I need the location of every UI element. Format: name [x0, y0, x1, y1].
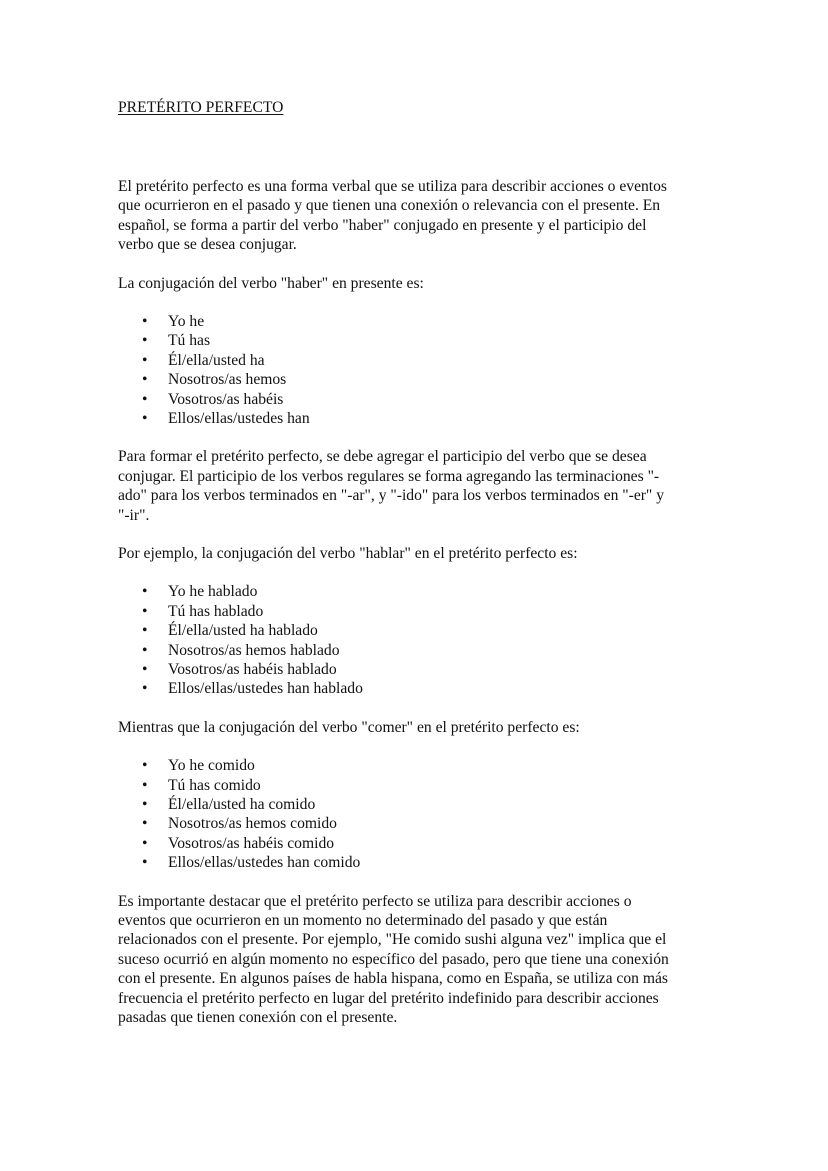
bullet-icon: • [142, 834, 148, 852]
conclusion-line: relacionados con el presente. Por ejemplo, "He comido sushi alguna vez" implica que el [118, 931, 667, 949]
list-item-text: Ellos/ellas/ustedes han hablado [168, 680, 363, 698]
list-item-text: Yo he [168, 313, 205, 331]
spacer [118, 873, 718, 892]
bullet-icon: • [142, 641, 148, 659]
intro-line: que ocurrieron en el pasado y que tienen una conexión o relevancia con el presente. En [118, 197, 661, 215]
document-title: PRETÉRITO PERFECTO [118, 99, 284, 116]
bullet-icon: • [142, 795, 148, 813]
haber-list [118, 312, 718, 428]
bullet-icon: • [142, 757, 148, 775]
conclusion-paragraph [118, 892, 718, 1028]
participio-line: "-ir". [118, 506, 150, 524]
list-item-text: Tú has hablado [168, 602, 264, 620]
intro-line: El pretérito perfecto es una forma verbal que se utiliza para describir acciones o eventos [118, 178, 668, 195]
conclusion-line: frecuencia el pretérito perfecto en lugar del pretérito indefinido para describir acciones [118, 989, 659, 1007]
list-item [118, 582, 718, 601]
bullet-icon: • [142, 583, 148, 601]
participio-line: Para formar el pretérito perfecto, se debe agregar el participio del verbo que se desea [118, 448, 647, 466]
spacer [118, 737, 718, 756]
list-item [118, 776, 718, 795]
list-item-text: Nosotros/as hemos comido [168, 815, 337, 833]
list-item [118, 660, 718, 679]
list-item-text: Él/ella/usted ha [168, 351, 265, 369]
bullet-icon: • [142, 332, 148, 350]
list-item [118, 331, 718, 350]
list-item [118, 390, 718, 409]
bullet-icon: • [142, 313, 148, 331]
conclusion-line: con el presente. En algunos países de habla hispana, como en España, se utiliza con más [118, 970, 668, 988]
list-item [118, 621, 718, 640]
bullet-icon: • [142, 602, 148, 620]
hablar-intro: Por ejemplo, la conjugación del verbo "hablar" en el pretérito perfecto es: [118, 545, 578, 562]
list-item [118, 370, 718, 389]
list-item-text: Vosotros/as habéis [168, 390, 284, 408]
list-item [118, 351, 718, 370]
spacer [118, 293, 718, 312]
list-item [118, 795, 718, 814]
spacer [118, 255, 718, 274]
comer-list [118, 756, 718, 872]
bullet-icon: • [142, 351, 148, 369]
conclusion-line: Es importante destacar que el pretérito perfecto se utiliza para describir acciones o [118, 892, 632, 910]
list-item-text: Tú has comido [168, 776, 261, 794]
haber-intro: La conjugación del verbo "haber" en presente es: [118, 274, 424, 292]
hablar-list [118, 582, 718, 698]
bullet-icon: • [142, 390, 148, 408]
conclusion-line: eventos que ocurrieron en un momento no determinado del pasado y que están [118, 911, 608, 929]
spacer [118, 563, 718, 582]
list-item-text: Vosotros/as habéis hablado [168, 660, 337, 678]
list-item [118, 756, 718, 775]
list-item [118, 602, 718, 621]
list-item-text: Ellos/ellas/ustedes han comido [168, 854, 361, 872]
bullet-icon: • [142, 660, 148, 678]
list-item [118, 409, 718, 428]
list-item-text: Yo he hablado [168, 583, 258, 601]
list-item [118, 679, 718, 698]
list-item-text: Ellos/ellas/ustedes han [168, 409, 310, 427]
list-item [118, 834, 718, 853]
participio-line: ado" para los verbos terminados en "-ar", y "-ido" para los verbos terminados en "-er" y [118, 487, 664, 505]
list-item-text: Yo he comido [168, 757, 255, 775]
intro-line: español, se forma a partir del verbo "haber" conjugado en presente y el participio del [118, 216, 647, 234]
conclusion-line: pasadas que tienen conexión con el presente. [118, 1008, 398, 1026]
list-item-text: Él/ella/usted ha comido [168, 795, 316, 813]
bullet-icon: • [142, 371, 148, 389]
conclusion-line: suceso ocurrió en algún momento no específico del pasado, pero que tiene una conexión [118, 950, 669, 968]
list-item-text: Vosotros/as habéis comido [168, 834, 335, 852]
list-item [118, 641, 718, 660]
spacer [118, 117, 718, 177]
list-item-text: Nosotros/as hemos [168, 371, 287, 389]
document-page [118, 98, 718, 1027]
bullet-icon: • [142, 815, 148, 833]
bullet-icon: • [142, 680, 148, 698]
bullet-icon: • [142, 854, 148, 872]
list-item-text: Él/ella/usted ha hablado [168, 622, 318, 640]
bullet-icon: • [142, 776, 148, 794]
list-item [118, 814, 718, 833]
participio-line: conjugar. El participio de los verbos regulares se forma agregando las terminaciones "- [118, 467, 660, 485]
list-item [118, 312, 718, 331]
list-item [118, 853, 718, 872]
spacer [118, 525, 718, 544]
intro-paragraph [118, 177, 718, 255]
bullet-icon: • [142, 409, 148, 427]
list-item-text: Tú has [168, 332, 211, 350]
spacer [118, 428, 718, 447]
comer-intro: Mientras que la conjugación del verbo "comer" en el pretérito perfecto es: [118, 718, 580, 736]
list-item-text: Nosotros/as hemos hablado [168, 641, 340, 659]
intro-line: verbo que se desea conjugar. [118, 236, 297, 254]
participio-paragraph [118, 447, 718, 525]
spacer [118, 699, 718, 718]
bullet-icon: • [142, 622, 148, 640]
